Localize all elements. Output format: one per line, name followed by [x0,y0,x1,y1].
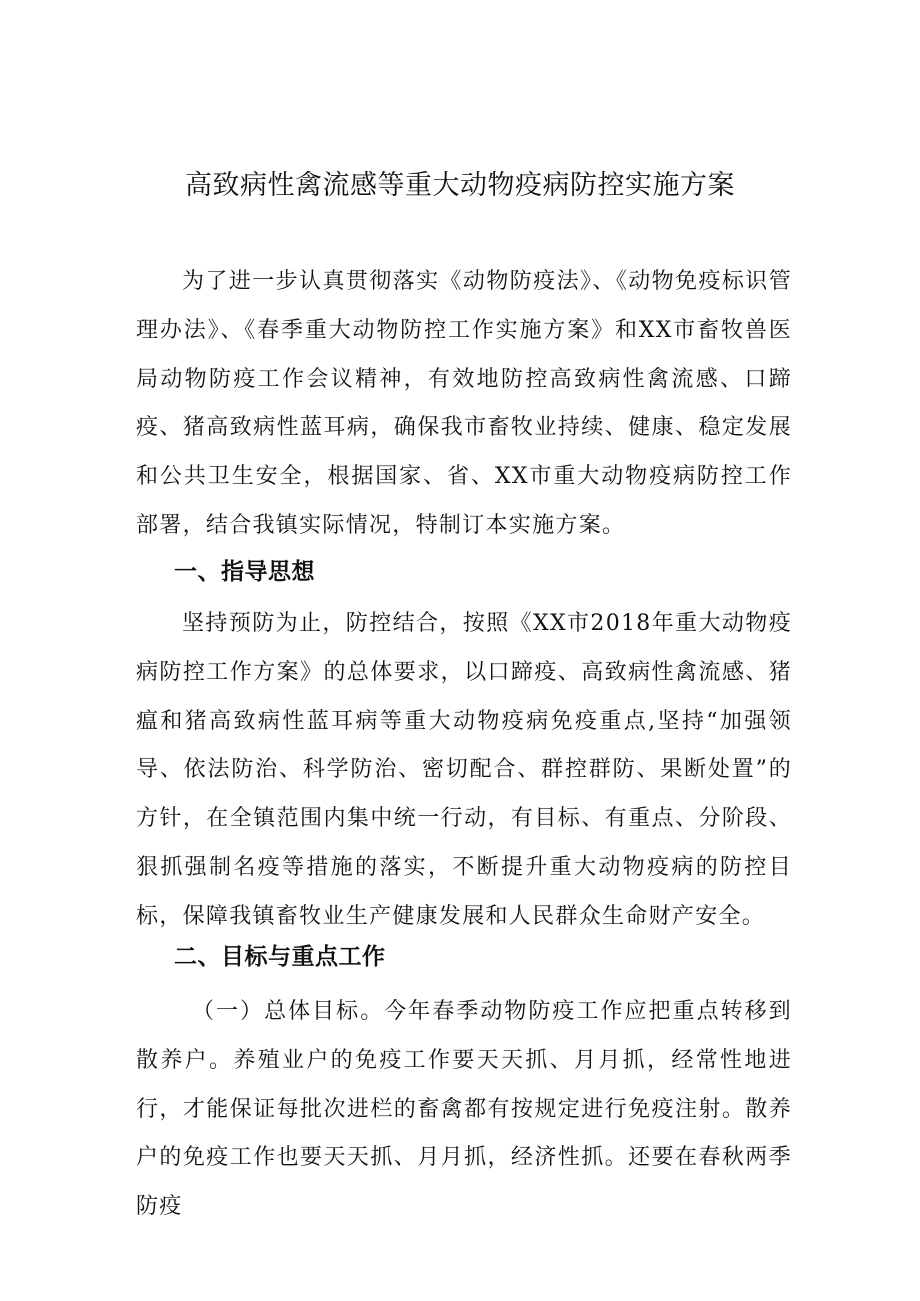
guiding-ideology-paragraph: 坚持预防为止，防控结合，按照《XX市2018年重大动物疫病防控工作方案》的总体要求，以口蹄疫、高致病性禽流感、猪瘟和猪高致病性蓝耳病等重大动物疫病免疫重点,坚持“加强领导、依法防治、科学防治、密切配合、群控群防、果断处置”的方针，在全镇范围内集中统一行动，有目标、有重点、分阶段、狠抓强制名疫等措施的落实，不断提升重大动物疫病的防控目标，保障我镇畜牧业生产健康发展和人民群众生命财产安全。 [136,611,792,929]
document-title: 高致病性禽流感等重大动物疫病防控实施方案 [185,170,735,201]
section-heading-guiding-ideology: 一、指导思想 [174,559,315,585]
goals-paragraph: （一）总体目标。今年春季动物防疫工作应把重点转移到散养户。养殖业户的免疫工作要天天抓、月月抓，经常性地进行，才能保证每批次进栏的畜禽都有按规定进行免疫注射。散养户的免疫工作也要天天抓、月月抓，经济性抓。还要在春秋两季防疫 [136,999,792,1220]
intro-paragraph: 为了进一步认真贯彻落实《动物防疫法》、《动物免疫标识管理办法》、《春季重大动物防控工作实施方案》和XX市畜牧兽医局动物防疫工作会议精神，有效地防控高致病性禽流感、口蹄疫、猪高致病性蓝耳病，确保我市畜牧业持续、健康、稳定发展和公共卫生安全，根据国家、省、XX市重大动物疫病防控工作部署，结合我镇实际情况，特制订本实施方案。 [136,269,792,538]
section-heading-goals: 二、目标与重点工作 [174,944,386,970]
